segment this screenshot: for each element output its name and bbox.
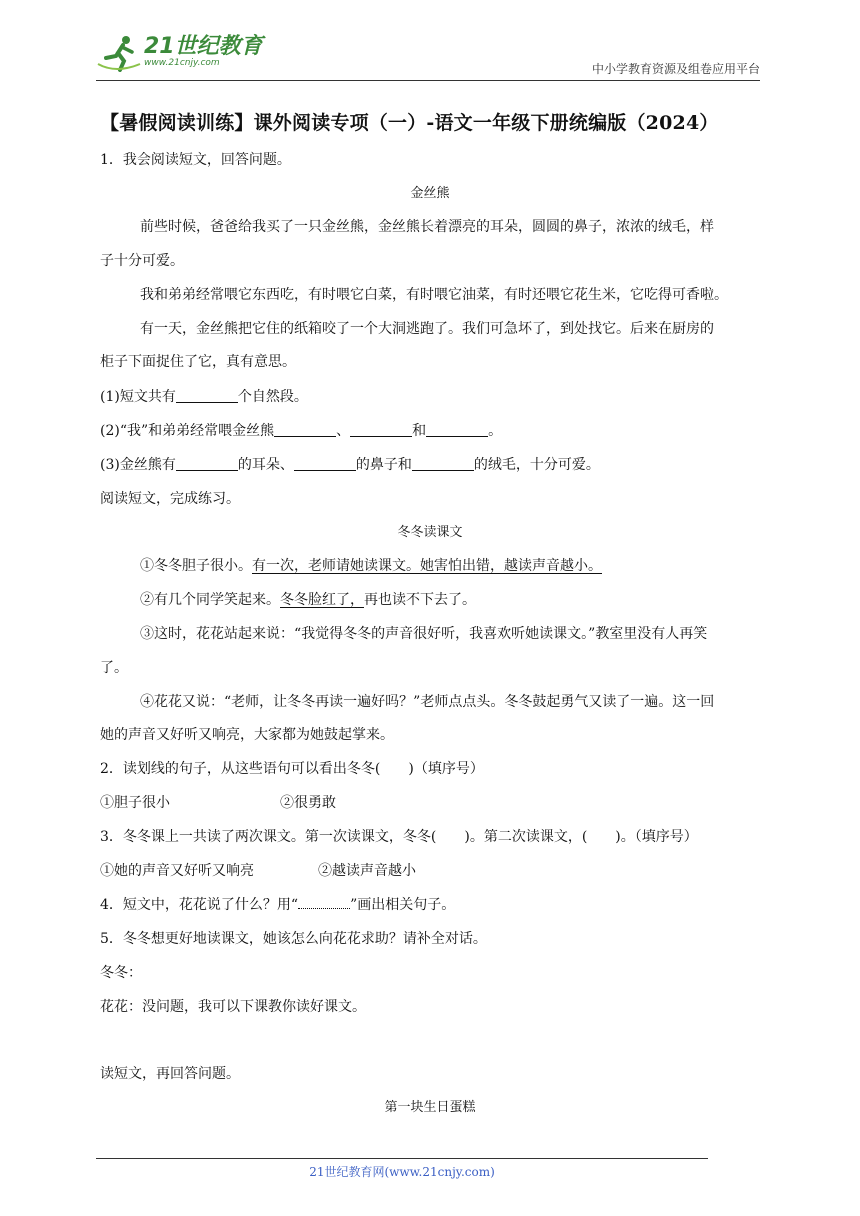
s2-para1 [140, 556, 602, 576]
s2-para3-line1: ③这时，花花站起来说：“我觉得冬冬的声音很好听，我喜欢听她读课文。”教室里没有人再笑 [140, 626, 708, 642]
answer-blank[interactable] [294, 456, 356, 471]
answer-blank[interactable] [426, 422, 488, 437]
s2-para1-text: ①冬冬胆子很小。 [140, 558, 252, 574]
story-title-1: 金丝熊 [410, 186, 450, 201]
wavy-line-mark [298, 898, 350, 909]
answer-blank[interactable] [176, 456, 238, 471]
story-title-2: 冬冬读课文 [397, 525, 463, 540]
question-5: 5．冬冬想更好地读课文，她该怎么向花花求助？请补全对话。 [100, 931, 487, 947]
s2-para2 [140, 590, 476, 610]
q1-sub2 [100, 421, 502, 441]
footer-divider [96, 1158, 708, 1159]
underlined-sentence: 冬冬脸红了， [280, 592, 364, 608]
q2-option-2: ②很勇敢 [280, 795, 336, 811]
s2-para2-text-a: ②有几个同学笑起来。 [140, 592, 280, 608]
s2-para4-line1: ④花花又说：“老师，让冬冬再读一遍好吗？”老师点点头。冬冬鼓起勇气又读了一遍。这一回 [140, 694, 715, 710]
question-4 [100, 895, 455, 915]
question-3: 3．冬冬课上一共读了两次课文。第一次读课文，冬冬( )。第二次读课文，( )。（填序号） [100, 829, 698, 845]
q1-sub2-text-c: 和 [412, 423, 427, 439]
dialog-dongdong: 冬冬： [100, 965, 142, 981]
section2-intro: 阅读短文，完成练习。 [100, 491, 240, 507]
q1-intro: 1．我会阅读短文，回答问题。 [100, 152, 291, 168]
story-title-3: 第一块生日蛋糕 [384, 1100, 476, 1115]
q1-para3-line2: 柜子下面捉住了它，真有意思。 [100, 354, 296, 370]
q1-sub2-text-d: 。 [488, 423, 503, 439]
underlined-sentence: 有一次，老师请她读课文。她害怕出错，越读声音越小。 [252, 558, 602, 574]
q1-sub2-text-b: 、 [336, 423, 351, 439]
q1-sub1 [100, 387, 308, 407]
brand-logo [96, 34, 263, 72]
q1-sub3-text-d: 的绒毛，十分可爱。 [473, 457, 600, 473]
q1-sub2-text-a: (2)“我”和弟弟经常喂金丝熊 [100, 423, 275, 439]
q4-text-b: ”画出相关句子。 [350, 897, 456, 913]
q1-sub3 [100, 455, 600, 475]
q4-text-a: 4．短文中，花花说了什么？用“ [100, 897, 299, 913]
answer-blank[interactable] [350, 422, 412, 437]
q1-sub1-text-a: (1)短文共有 [100, 389, 176, 405]
dialog-huahua: 花花：没问题，我可以下课教你读好课文。 [100, 999, 366, 1015]
section3-intro: 读短文，再回答问题。 [100, 1066, 240, 1082]
q2-option-1: ①胆子很小 [100, 795, 170, 811]
platform-name: 中小学教育资源及组卷应用平台 [591, 62, 760, 76]
page-footer: 21世纪教育网(www.21cnjy.com) [309, 1165, 495, 1179]
brand-name: 21世纪教育 [144, 34, 263, 59]
answer-blank[interactable] [176, 388, 238, 403]
q1-sub3-text-b: 的耳朵、 [237, 457, 294, 473]
s2-para4-line2: 她的声音又好听又响亮，大家都为她鼓起掌来。 [100, 727, 394, 743]
q3-option-2: ②越读声音越小 [318, 863, 416, 879]
running-figure-icon [96, 34, 142, 72]
q1-para2: 我和弟弟经常喂它东西吃，有时喂它白菜，有时喂它油菜，有时还喂它花生米，它吃得可香啦。 [140, 287, 728, 303]
brand-url: www.21cnjy.com [144, 58, 220, 68]
page-title: 【暑假阅读训练】课外阅读专项（一）-语文一年级下册统编版（2024） [100, 112, 719, 134]
q1-para1-line2: 子十分可爱。 [100, 253, 184, 269]
q1-para3-line1: 有一天，金丝熊把它住的纸箱咬了一个大洞逃跑了。我们可急坏了，到处找它。后来在厨房的 [140, 321, 714, 337]
s2-para2-text-c: 再也读不下去了。 [364, 592, 476, 608]
s2-para3-line2: 了。 [100, 660, 128, 676]
answer-blank[interactable] [274, 422, 336, 437]
q1-sub3-text-c: 的鼻子和 [355, 457, 412, 473]
question-2: 2．读划线的句子，从这些语句可以看出冬冬( )（填序号） [100, 761, 484, 777]
page-header [96, 30, 760, 81]
q1-sub3-text-a: (3)金丝熊有 [100, 457, 176, 473]
q1-para1-line1: 前些时候，爸爸给我买了一只金丝熊，金丝熊长着漂亮的耳朵，圆圆的鼻子，浓浓的绒毛，样 [140, 219, 714, 235]
q1-sub1-text-b: 个自然段。 [237, 389, 308, 405]
answer-blank[interactable] [412, 456, 474, 471]
q3-option-1: ①她的声音又好听又响亮 [100, 863, 254, 879]
